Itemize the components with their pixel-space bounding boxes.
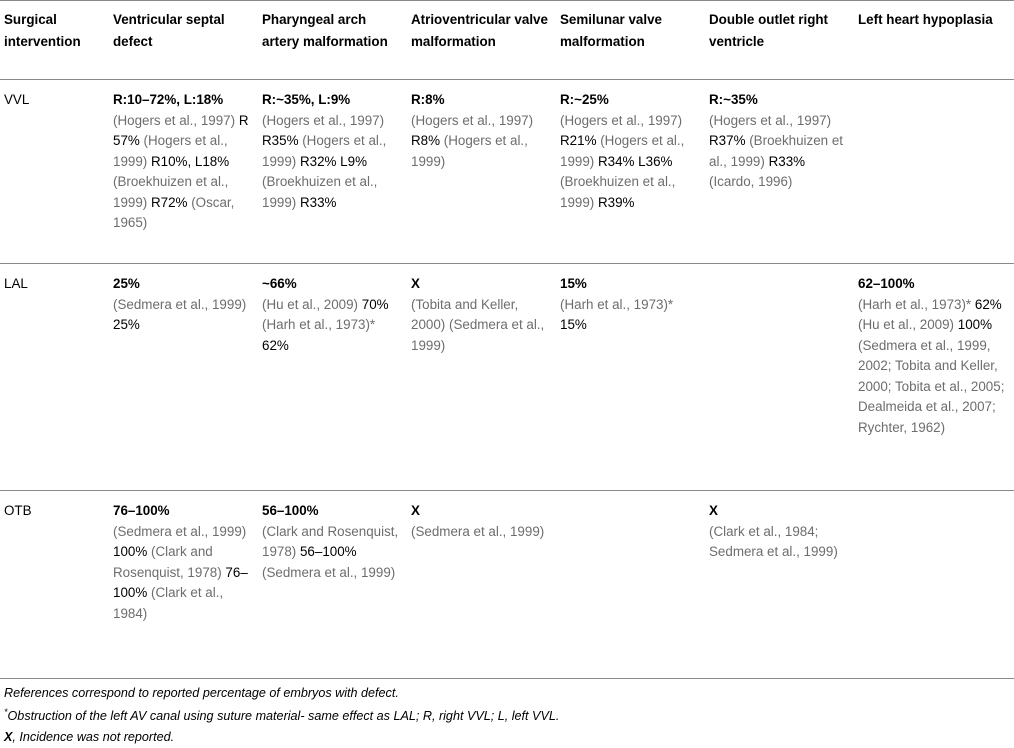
citation-reference: (Hu et al., 2009): [262, 296, 359, 312]
reported-percentage: R39%: [597, 194, 635, 210]
footnote-asterisk: [4, 707, 559, 725]
cell-entries: [262, 111, 405, 214]
table-bottom-rule: [0, 678, 1014, 679]
cell-summary: R:~35%, L:9%: [262, 92, 351, 107]
cell-summary: R:10–72%, L:18%: [113, 92, 224, 107]
footnote-references-text: References correspond to reported percentage of embryos with defect.: [4, 686, 399, 700]
table-cell: [113, 90, 256, 234]
table-cell: [858, 274, 1010, 438]
table-cell: [709, 90, 852, 193]
citation-reference: (Oscar, 1965): [113, 194, 235, 230]
cell-summary: 76–100%: [113, 503, 170, 518]
cell-summary: 15%: [560, 276, 587, 291]
citation-reference: (Sedmera et al., 1999): [113, 296, 247, 312]
citation-reference: (Clark and Rosenquist, 1978): [113, 544, 222, 580]
reported-percentage: R34% L36%: [597, 153, 673, 169]
footnote-asterisk-text: Obstruction of the left AV canal using suture material- same effect as LAL; R, right VVL; L, left VVL.: [7, 709, 560, 723]
citation-reference: (Hogers et al., 1997): [262, 112, 385, 128]
reported-percentage: R35%: [262, 133, 299, 148]
column-header: Surgical intervention: [4, 12, 81, 49]
citation-reference: (Hogers et al., 1997): [411, 112, 534, 128]
citation-reference: (Icardo, 1996): [709, 174, 793, 189]
column-header: Ventricular septal defect: [113, 12, 225, 49]
column-header: Atrioventricular valve malformation: [411, 12, 548, 49]
column-header: Double outlet right ventricle: [709, 12, 829, 49]
cell-entries: [560, 111, 703, 214]
citation-reference: (Broekhuizen et al., 1999): [709, 133, 844, 169]
row-label: OTB: [4, 503, 32, 518]
table-cell: [560, 90, 703, 213]
footnote-x: [4, 728, 174, 746]
reported-percentage: 100%: [113, 544, 148, 559]
cell-summary: 62–100%: [858, 276, 915, 291]
reported-percentage: 15%: [560, 317, 587, 332]
table-cell: [262, 274, 405, 356]
table-cell: [411, 501, 554, 542]
citation-reference: (Hu et al., 2009): [858, 317, 955, 332]
table-cell: [560, 274, 703, 336]
row-divider-rule: [0, 263, 1014, 264]
cell-entries: [113, 295, 256, 336]
reported-percentage: R33%: [299, 194, 337, 210]
cell-summary: ~66%: [262, 276, 297, 291]
citation-reference: (Sedmera et al., 1999): [411, 523, 545, 539]
citation-reference: (Harh et al., 1973)*: [262, 317, 376, 332]
cell-entries: [411, 295, 554, 357]
cell-entries: [113, 522, 256, 625]
citation-reference: (Broekhuizen et al., 1999): [113, 174, 229, 210]
cell-summary: 56–100%: [262, 503, 319, 518]
table-cell: [411, 90, 554, 172]
cell-summary: 25%: [113, 276, 140, 291]
reported-percentage: R72%: [150, 194, 188, 210]
reported-percentage: R 57%: [113, 112, 249, 148]
citation-reference: (Harh et al., 1973)*: [560, 296, 674, 312]
table-cell: [262, 501, 405, 583]
row-label: LAL: [4, 276, 28, 291]
cell-entries: [709, 111, 852, 193]
column-header: Left heart hypoplasia: [858, 12, 993, 27]
cell-summary: X: [411, 503, 420, 518]
cell-entries: [560, 295, 703, 336]
cell-summary: X: [411, 276, 420, 291]
citation-reference: (Hogers et al., 1997): [560, 112, 683, 128]
column-header: Pharyngeal arch artery malformation: [262, 12, 388, 49]
table-cell: [113, 274, 256, 336]
cell-entries: [411, 111, 554, 173]
row-divider-rule: [0, 490, 1014, 491]
cell-summary: R:~25%: [560, 92, 609, 107]
citation-reference: (Clark and Rosenquist, 1978): [262, 523, 399, 559]
reported-percentage: R10%, L18%: [150, 153, 230, 169]
citation-reference: (Hogers et al., 1999): [411, 133, 528, 169]
reported-percentage: 100%: [957, 317, 993, 332]
reported-percentage: R8%: [411, 133, 441, 148]
reported-percentage: R32% L9%: [299, 153, 367, 169]
cell-entries: [262, 522, 405, 584]
citation-reference: (Hogers et al., 1999): [560, 133, 685, 169]
footnote-x-mark: X: [4, 730, 13, 744]
reported-percentage: 62%: [974, 296, 1002, 312]
citation-reference: (Hogers et al., 1997): [113, 112, 236, 128]
cell-entries: [113, 111, 256, 234]
reported-percentage: 76–100%: [113, 564, 248, 600]
citation-reference: (Tobita and Keller, 2000): [411, 296, 519, 332]
citation-reference: (Broekhuizen et al., 1999): [262, 174, 378, 210]
cell-summary: R:8%: [411, 92, 445, 107]
citation-reference: (Sedmera et al., 1999): [262, 564, 396, 580]
cell-summary: X: [709, 503, 718, 518]
table-cell: [113, 501, 256, 624]
citation-reference: (Hogers et al., 1997): [709, 112, 832, 128]
header-bottom-rule: [0, 79, 1014, 80]
citation-reference: (Hogers et al., 1999): [113, 133, 228, 169]
cell-entries: [709, 522, 852, 563]
table-cell: [262, 90, 405, 213]
reported-percentage: R21%: [560, 133, 597, 148]
row-label: VVL: [4, 92, 30, 107]
footnote-asterisk-mark: *: [4, 706, 8, 717]
cell-entries: [858, 295, 1010, 439]
citation-reference: (Sedmera et al., 1999): [113, 523, 247, 539]
reported-percentage: 62%: [262, 337, 289, 353]
footnote-references: [4, 684, 399, 702]
cell-entries: [262, 295, 405, 357]
citation-reference: (Clark et al., 1984): [113, 585, 224, 621]
citation-reference: (Hogers et al., 1999): [262, 133, 387, 169]
citation-reference: (Sedmera et al., 1999): [411, 317, 545, 353]
reported-percentage: 56–100%: [299, 544, 357, 559]
footnote-x-text: , Incidence was not reported.: [12, 730, 175, 744]
cell-entries: [411, 522, 554, 543]
column-header: Semilunar valve malformation: [560, 12, 662, 49]
citation-reference: (Sedmera et al., 1999, 2002; Tobita and Keller, 2000; Tobita et al., 2005; Dealmeida et al., 2007; Rychter, 1962): [858, 337, 1005, 435]
cell-summary: R:~35%: [709, 92, 758, 107]
table-cell: [709, 501, 852, 563]
reported-percentage: R37%: [709, 133, 746, 148]
citation-reference: (Clark et al., 1984; Sedmera et al., 1999): [709, 523, 838, 559]
reported-percentage: 70%: [361, 296, 389, 312]
reported-percentage: 25%: [113, 317, 140, 332]
citation-reference: (Harh et al., 1973)*: [858, 296, 972, 312]
table-top-rule: [0, 0, 1014, 1]
reported-percentage: R33%: [768, 153, 806, 169]
table-cell: [411, 274, 554, 356]
citation-reference: (Broekhuizen et al., 1999): [560, 174, 676, 210]
